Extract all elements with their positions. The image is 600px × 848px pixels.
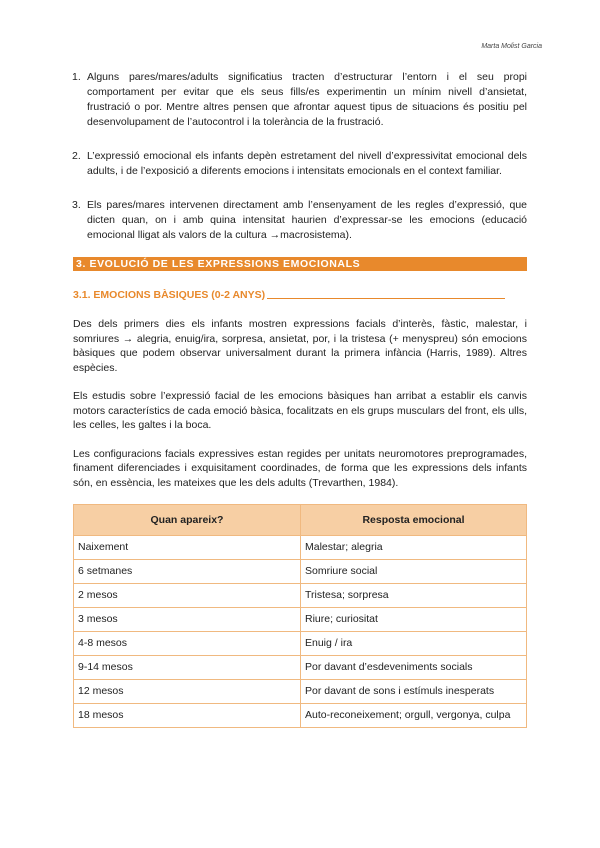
subsection-heading bbox=[73, 289, 527, 301]
table-cell-response: Enuig / ira bbox=[301, 632, 527, 656]
paragraph: Les configuracions facials expressives estan regides per unitats neuromotores preprogramades, finament diferenciades i exquisitament coordinades, de forma que les expressions dels infants són, en essència, les mateixes que les dels adults (Trevarthen, 1984). bbox=[73, 447, 527, 489]
table-cell-response: Por davant d’esdeveniments socials bbox=[301, 656, 527, 680]
subsection-title: 3.1. EMOCIONS BÀSIQUES (0-2 ANYS) bbox=[73, 289, 266, 301]
numbered-list bbox=[73, 70, 527, 243]
author-name: Marta Molist Garcia bbox=[481, 43, 542, 50]
section-heading: 3. EVOLUCIÓ DE LES EXPRESSIONS EMOCIONALS bbox=[73, 257, 527, 271]
table-cell-age: 9-14 mesos bbox=[74, 656, 301, 680]
list-item bbox=[73, 198, 527, 243]
list-item-text: L’expressió emocional els infants depèn estretament del nivell d’expressivitat emocional dels adults, i de l’exposició a diferents emocions i intensitats emocionals en el context familiar. bbox=[87, 150, 527, 177]
list-item-text: Alguns pares/mares/adults significatius tracten d’estructurar l’entorn i el seu propi comportament per evitar que els seus fills/es experimentin un mínim nivell d’ansietat, frustració o por. Mentre altres pensen que afrontar aquest tipus de situacions és positiu pel desenvolupament de l’autocontrol i la tolerància de la frustració. bbox=[87, 71, 527, 128]
table-row bbox=[74, 632, 527, 656]
table-cell-age: 2 mesos bbox=[74, 584, 301, 608]
table-row bbox=[74, 584, 527, 608]
table-row bbox=[74, 536, 527, 560]
list-item-number: 3. bbox=[72, 199, 81, 211]
table-cell-response: Malestar; alegria bbox=[301, 536, 527, 560]
table-cell-response: Por davant de sons i estímuls inesperats bbox=[301, 680, 527, 704]
table-row bbox=[74, 560, 527, 584]
table-cell-age: Naixement bbox=[74, 536, 301, 560]
table-cell-response: Somriure social bbox=[301, 560, 527, 584]
table-cell-response: Auto-reconeixement; orgull, vergonya, culpa bbox=[301, 704, 527, 728]
table-row bbox=[74, 704, 527, 728]
list-item-number: 1. bbox=[72, 71, 81, 83]
table-cell-age: 12 mesos bbox=[74, 680, 301, 704]
list-item-text: Els pares/mares intervenen directament amb l’ensenyament de les regles d’expressió, que dicten quan, on i amb quina intensitat haurien d’expressar-se les emocions (educació emocional lligat als valors de la cultura →macrosistema). bbox=[87, 199, 527, 241]
heading-underline bbox=[267, 298, 505, 299]
table-cell-age: 3 mesos bbox=[74, 608, 301, 632]
table-cell-age: 4-8 mesos bbox=[74, 632, 301, 656]
table-cell-response: Riure; curiositat bbox=[301, 608, 527, 632]
table-header-row bbox=[74, 505, 527, 536]
table-cell-age: 18 mesos bbox=[74, 704, 301, 728]
table-row bbox=[74, 608, 527, 632]
emotions-table bbox=[73, 504, 527, 728]
table-row bbox=[74, 680, 527, 704]
paragraph: Des dels primers dies els infants mostren expressions facials d’interès, fàstic, malestar, i somriures → alegria, enuig/ira, sorpresa, ansietat, por, i la tristesa (+ menyspreu) són emocions bàsiques que podem observar universalment durant la primera infància (Harris, 1989). Altres espècies. bbox=[73, 318, 527, 374]
column-header-when: Quan apareix? bbox=[74, 505, 301, 536]
list-item bbox=[73, 149, 527, 179]
list-item-number: 2. bbox=[72, 150, 81, 162]
paragraph: Els estudis sobre l’expressió facial de les emocions bàsiques han arribat a establir els canvis motors característics de cada emoció bàsica, focalitzats en els grups musculars del front, els ulls, les celles, les galtes i la boca. bbox=[73, 390, 527, 431]
table-cell-age: 6 setmanes bbox=[74, 560, 301, 584]
document-body bbox=[73, 70, 527, 728]
list-item bbox=[73, 70, 527, 130]
table-cell-response: Tristesa; sorpresa bbox=[301, 584, 527, 608]
column-header-response: Resposta emocional bbox=[301, 505, 527, 536]
table-row bbox=[74, 656, 527, 680]
